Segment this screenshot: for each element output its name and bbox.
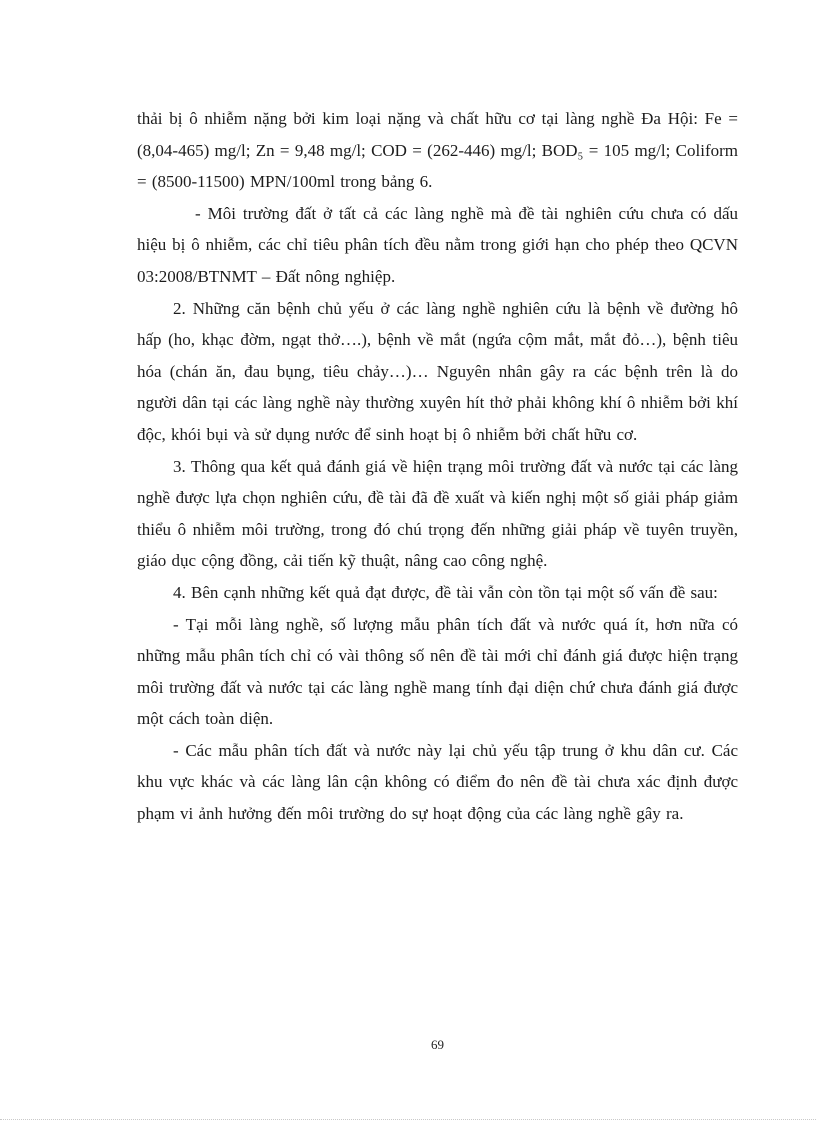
page-bottom-guide xyxy=(0,1119,816,1120)
body-paragraph: - Môi trường đất ở tất cả các làng nghề mà đề tài nghiên cứu chưa có dấu hiệu bị ô nhiễm, các chỉ tiêu phân tích đều nằm trong giới hạn cho phép theo QCVN 03:2008/BTNMT – Đất nông nghiệp. xyxy=(137,203,738,286)
body-paragraph: 3. Thông qua kết quả đánh giá về hiện trạng môi trường đất và nước tại các làng nghề được lựa chọn nghiên cứu, đề tài đã đề xuất và kiến nghị một số giải pháp giảm thiểu ô nhiễm môi trường, trong đó chú trọng đến những giải pháp về tuyên truyền, giáo dục cộng đồng, cải tiến kỹ thuật, nâng cao công nghệ. xyxy=(137,456,738,571)
body-paragraph: 4. Bên cạnh những kết quả đạt được, đề tài vẫn còn tồn tại một số vấn đề sau: xyxy=(173,582,718,602)
page-number: 69 xyxy=(431,1037,444,1052)
page-footer xyxy=(137,1037,738,1053)
body-paragraph: - Tại mỗi làng nghề, số lượng mẫu phân tích đất và nước quá ít, hơn nữa có những mẫu phân tích chỉ có vài thông số nên đề tài mới chỉ đánh giá được hiện trạng môi trường đất và nước tại các làng nghề mang tính đại diện chứ chưa đánh giá được một cách toàn diện. xyxy=(137,614,738,729)
body-paragraph: 2. Những căn bệnh chủ yếu ở các làng nghề nghiên cứu là bệnh về đường hô hấp (ho, khạc đờm, ngạt thở….), bệnh về mắt (ngứa cộm mắt, mắt đỏ…), bệnh tiêu hóa (chán ăn, đau bụng, tiêu chảy…)… Nguyên nhân gây ra các bệnh trên là do người dân tại các làng nghề này thường xuyên hít thở phải không khí ô nhiễm bởi khí độc, khói bụi và sử dụng nước để sinh hoạt bị ô nhiễm bởi chất hữu cơ. xyxy=(137,298,738,444)
body-paragraph: thải bị ô nhiễm nặng bởi kim loại nặng và chất hữu cơ tại làng nghề Đa Hội: Fe = (8,04-465) mg/l; Zn = 9,48 mg/l; COD = (262-446) mg/l; BOD₅ = 105 mg/l; Coliform = (8500-11500) MPN/100ml trong bảng 6. xyxy=(137,109,738,192)
page-body xyxy=(137,103,738,830)
body-paragraph: - Các mẫu phân tích đất và nước này lại chủ yếu tập trung ở khu dân cư. Các khu vực khác và các làng lân cận không có điểm đo nên đề tài chưa xác định được phạm vi ảnh hưởng đến môi trường do sự hoạt động của các làng nghề gây ra. xyxy=(137,740,738,824)
